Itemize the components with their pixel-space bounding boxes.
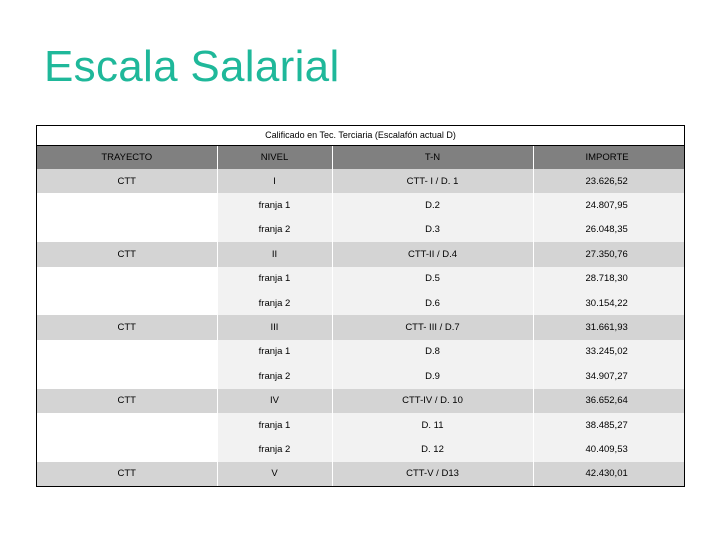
cell-nivel: franja 1 [217, 267, 332, 291]
table-row [37, 315, 684, 339]
table-row [37, 462, 684, 486]
table-row [37, 267, 684, 291]
cell-importe: 33.245,02 [533, 340, 684, 364]
table-row [37, 169, 684, 193]
cell-importe: 42.430,01 [533, 462, 684, 486]
table-row [37, 218, 684, 242]
cell-tn: D.5 [332, 267, 533, 291]
salary-table [36, 125, 685, 487]
cell-tn: D.2 [332, 193, 533, 217]
table-row [37, 437, 684, 461]
cell-importe: 24.807,95 [533, 193, 684, 217]
header-importe: IMPORTE [533, 146, 684, 169]
cell-trayecto: CTT [37, 462, 217, 486]
table-row [37, 242, 684, 266]
cell-importe: 36.652,64 [533, 389, 684, 413]
cell-tn: CTT-V / D13 [332, 462, 533, 486]
cell-importe: 30.154,22 [533, 291, 684, 315]
cell-importe: 26.048,35 [533, 218, 684, 242]
slide-title: Escala Salarial [44, 42, 340, 91]
cell-importe: 23.626,52 [533, 169, 684, 193]
cell-nivel: franja 2 [217, 218, 332, 242]
table-row [37, 389, 684, 413]
cell-nivel: franja 2 [217, 437, 332, 461]
cell-trayecto [37, 291, 217, 315]
cell-importe: 38.485,27 [533, 413, 684, 437]
cell-nivel: franja 2 [217, 364, 332, 388]
cell-trayecto [37, 413, 217, 437]
cell-tn: CTT-II / D.4 [332, 242, 533, 266]
cell-trayecto: CTT [37, 315, 217, 339]
cell-nivel: III [217, 315, 332, 339]
cell-tn: D.9 [332, 364, 533, 388]
table-row [37, 340, 684, 364]
cell-tn: D.3 [332, 218, 533, 242]
header-row [37, 146, 684, 169]
cell-trayecto [37, 437, 217, 461]
cell-trayecto: CTT [37, 169, 217, 193]
table-caption: Calificado en Tec. Terciaria (Escalafón actual D) [37, 126, 684, 146]
cell-tn: CTT- III / D.7 [332, 315, 533, 339]
cell-nivel: franja 1 [217, 340, 332, 364]
header-tn: T-N [332, 146, 533, 169]
cell-importe: 34.907,27 [533, 364, 684, 388]
cell-nivel: IV [217, 389, 332, 413]
cell-tn: D.8 [332, 340, 533, 364]
cell-trayecto [37, 193, 217, 217]
cell-tn: D. 12 [332, 437, 533, 461]
cell-nivel: franja 1 [217, 413, 332, 437]
header-nivel: NIVEL [217, 146, 332, 169]
table-row [37, 291, 684, 315]
cell-trayecto [37, 218, 217, 242]
cell-nivel: V [217, 462, 332, 486]
cell-trayecto: CTT [37, 242, 217, 266]
cell-nivel: I [217, 169, 332, 193]
cell-trayecto [37, 364, 217, 388]
cell-importe: 31.661,93 [533, 315, 684, 339]
table-row [37, 413, 684, 437]
cell-importe: 28.718,30 [533, 267, 684, 291]
cell-tn: CTT-IV / D. 10 [332, 389, 533, 413]
cell-tn: CTT- I / D. 1 [332, 169, 533, 193]
cell-tn: D. 11 [332, 413, 533, 437]
cell-nivel: franja 2 [217, 291, 332, 315]
table-row [37, 364, 684, 388]
table-body [37, 169, 684, 486]
cell-trayecto [37, 267, 217, 291]
cell-tn: D.6 [332, 291, 533, 315]
cell-trayecto [37, 340, 217, 364]
cell-trayecto: CTT [37, 389, 217, 413]
table-row [37, 193, 684, 217]
cell-nivel: franja 1 [217, 193, 332, 217]
cell-importe: 27.350,76 [533, 242, 684, 266]
cell-nivel: II [217, 242, 332, 266]
header-trayecto: TRAYECTO [37, 146, 217, 169]
salary-grid [37, 146, 684, 486]
cell-importe: 40.409,53 [533, 437, 684, 461]
